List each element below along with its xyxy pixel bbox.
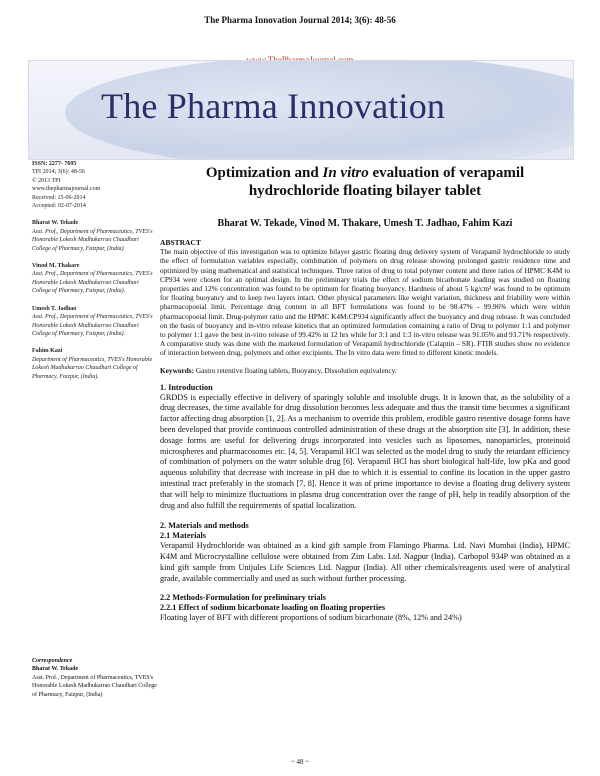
abstract-text: The main objective of this investigation was to optimize bilayer gastric floating drug delivery system of Verapamil hydrochloride to study the effect of formulation variables especially, combination of polymers on drug release showing prolonged gastric residence time and optimized by using mathematical and statistical techniques. Three ratios of drug to total polymer content and three ratios of HPMC K4M to CP934 were chosen for an optimal design. In the preliminary trials the effect of sodium bicarbonate loading was studied on floating properties and 12% concentration was found to be optimum for floating buoyancy. Hardness of about 5 kg/cm² was found to be optimum for floating buoyancy and to keep two layers intact. Other physical parameters like weight variation, thickness and friability were within pharmacopoeial limit. Percentage drug content in all BFT formulations was found to be 98.47% - 99.96% which were within pharmacopoeial limit. Drug-polymer ratio and the HPMC K4M:CP934 significantly affect the buoyancy and drug release. It was concluded on the basis of buoyancy and in-vitro release kinetics that an optimized formulation containing a ratio of Drug to polymer 1:1 and polymer to polymer 1:1 gave the best in-vitro release of 99.42% in 12 hrs while for 3:1 and 1:3 in-vitro release was 91.05% and 93.71% respectively. A comparative study was done with the marketed formulation of Verapamil hydrochloride (Calaptin – SR). FTIR studies show no evidence of interaction between drug, polymers and other excipients. The In vitro data were fitted to different kinetic models. xyxy=(160,247,570,358)
website[interactable]: www.thepharmajournal.com xyxy=(32,186,101,193)
section-introduction xyxy=(160,383,570,512)
author-affiliation: Asst. Prof., Department of Pharmaceutics, TVES's Honorable Lokesh Madhukarrao Chaudhari College of Pharmacy, Faizpur, (India). xyxy=(32,271,153,295)
keywords-text: Gastro retentive floating tablets, Buoyancy, Dissolution equivalency. xyxy=(195,365,397,375)
sidebar xyxy=(32,160,157,381)
author-block xyxy=(32,347,157,381)
author-block xyxy=(32,262,157,296)
section-text: GRDDS is especially effective in delivery of sparingly soluble and insoluble drugs. It is known that, as the solubility of a drug decreases, the time available for drug dissolution becomes less adequate and thus the transit time becomes a significant factor affecting drug absorption [1, 2]. As a mechanism to override this problem, erodible gastro retentive dosage forms have been developed that provide continuous controlled administration of these drugs at the absorption site [3]. In addition, these dosage forms are useful for delivering drugs incorporated into vesicles such as liposomes, nanoparticles, proteinoid microspheres and pharmacosomes etc. [4, 5]. Verapamil HCl was selected as the model drug to study the retardant efficiency of combination of polymers on the water soluble drug [6]. Verapamil HCl has short biological half-life, low pKa and good aqueous solubility that decrease with increase in pH due to which it is essential to confine its location in the upper gastro intestinal tract preferably in the stomach [7, 8]. Hence it was of prime importance to devise a floating drug delivery system that will help to minimize fluctuations in plasma drug concentration over the range of pH, help in readily absorption of the drug and also fulfill the requirements of spatial localization. xyxy=(160,392,570,510)
abstract xyxy=(160,238,570,358)
journal-banner xyxy=(28,60,574,160)
author-name: Vinod M. Thakare xyxy=(32,263,80,270)
correspondence-block xyxy=(32,657,157,699)
correspondence-name: Bharat W. Tekade xyxy=(32,666,79,673)
accepted-date: Accepted: 02-07-2014 xyxy=(32,203,86,210)
keywords-label: Keywords: xyxy=(160,365,195,375)
keywords xyxy=(160,366,570,375)
volume: TPI 2014; 3(6): 48-56 xyxy=(32,169,85,176)
subsection-heading: 2.2 Methods-Formulation for preliminary trials xyxy=(160,592,326,602)
section-methods xyxy=(160,593,570,624)
page-number: ~ 48 ~ xyxy=(290,758,310,766)
author-name: Umesh T. Jadhao xyxy=(32,305,77,312)
section-text: Verapamil Hydrochloride was obtained as a kind gift sample from Flamingo Pharma. Ltd. Navi Mumbai (India), HPMC K4M and Microcrystalline cellulose were obtained from Zim Labs. Ltd. Nagpur (India). Carbopol 934P was obtained as a kind gift sample from Unijules Life Sciences Ltd. Nagpur (India). All other chemicals/reagents used were of analytical grade, available commercially and used as such without further processing. xyxy=(160,541,570,583)
paper-title xyxy=(160,164,570,200)
section-materials-methods xyxy=(160,521,570,584)
abstract-heading: ABSTRACT xyxy=(160,238,201,247)
author-name: Fahim Kazi xyxy=(32,348,63,355)
author-affiliation: Asst. Prof., Department of Pharmaceutics, TVES's Honorable Lokesh Madhukarrao Chaudhari College of Pharmacy, Faizpur, (India) xyxy=(32,228,153,252)
author-block xyxy=(32,305,157,339)
author-block xyxy=(32,219,157,253)
title-part: Optimization and xyxy=(205,165,319,181)
author-affiliation: Department of Pharmaceutics, TVES's Honorable Lokesh Madhukarrao Chaudhari College of Pharmacy, Faizpur, (India). xyxy=(32,356,153,380)
section-text: Floating layer of BFT with different proportions of sodium bicarbonate (8%, 12% and 24%) xyxy=(160,612,462,622)
banner-title: The Pharma Innovation xyxy=(101,86,446,126)
author-affiliation: Asst. Prof., Department of Pharmaceutics, TVES's Honorable Lokesh Madhukarrao Chaudhari College of Pharmacy, Faizpur, (India). xyxy=(32,314,153,337)
section-heading: 1. Introduction xyxy=(160,382,213,392)
section-heading: 2. Materials and methods xyxy=(160,521,249,531)
paper-authors: Bharat W. Tekade, Vinod M. Thakare, Umesh T. Jadhao, Fahim Kazi xyxy=(217,218,513,229)
copyright: © 2013 TPI xyxy=(32,177,61,184)
subsection-heading: 2.2.1 Effect of sodium bicarbonate loading on floating properties xyxy=(160,602,386,612)
title-part: evaluation of verapamil hydrochloride floating bilayer tablet xyxy=(248,165,525,199)
journal-citation: The Pharma Innovation Journal 2014; 3(6): 48-56 xyxy=(204,15,396,25)
received-date: Received: 15-06-2014 xyxy=(32,194,86,201)
subsection-heading: 2.1 Materials xyxy=(160,531,206,541)
article-meta xyxy=(32,160,157,210)
correspondence-affiliation: Asst. Prof., Department of Pharmaceutics, TVES's Honorable Lokesh Madhukarrao Chaudhari College of Pharmacy, Faizpur, (India) xyxy=(32,674,157,698)
main-column xyxy=(160,160,570,623)
title-italic-part: In vitro xyxy=(322,165,369,181)
correspondence-heading: Correspondence xyxy=(32,658,73,664)
issn: ISSN: 2277- 7695 xyxy=(32,161,77,167)
author-name: Bharat W. Tekade xyxy=(32,220,79,227)
